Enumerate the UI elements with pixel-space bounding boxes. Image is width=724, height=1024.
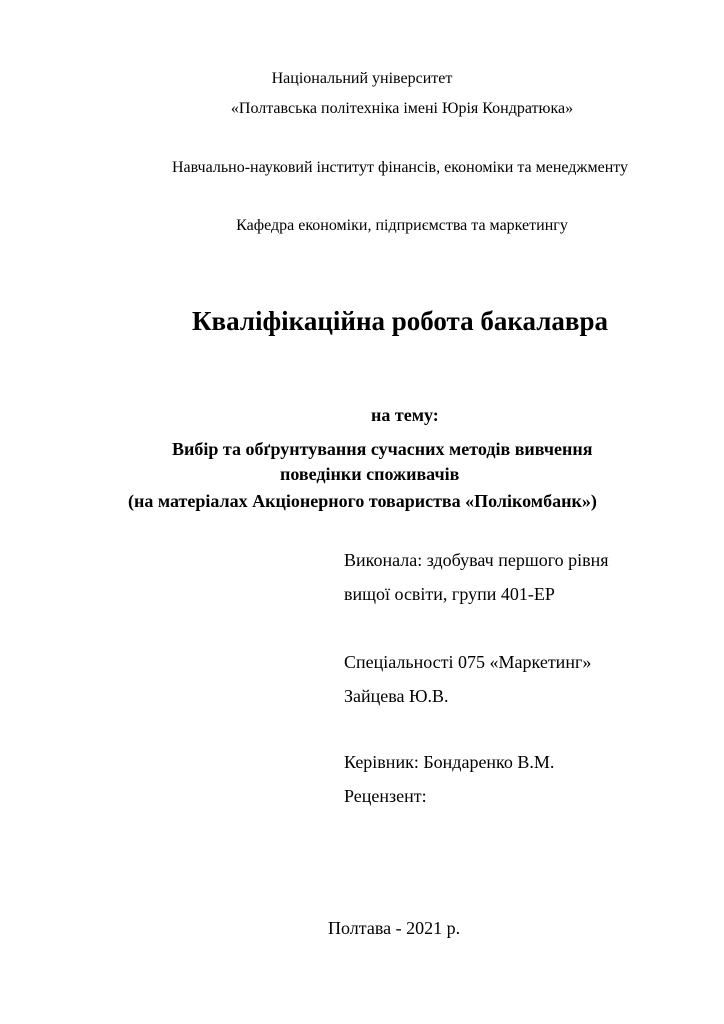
topic-line-3: (на матеріалах Акціонерного товариства «Полікомбанк») xyxy=(128,491,597,511)
university-name: Національний університет xyxy=(271,70,453,87)
author-name: Зайцева Ю.В. xyxy=(344,686,449,706)
department-name: Кафедра економіки, підприємства та маркетингу xyxy=(236,217,568,234)
specialty: Спеціальності 075 «Маркетинг» xyxy=(344,652,592,672)
topic-line-2: поведінки споживачів xyxy=(280,464,460,484)
reviewer: Рецензент: xyxy=(344,786,427,806)
document-title: Кваліфікаційна робота бакалавра xyxy=(191,306,609,336)
performed-by-line-1: Виконала: здобувач першого рівня xyxy=(344,550,609,570)
topic-line-1: Вибір та обґрунтування сучасних методів вивчення xyxy=(172,439,593,459)
university-full-name: «Полтавська політехніка імені Юрія Кондратюка» xyxy=(230,100,574,117)
institute-name: Навчально-науковий інститут фінансів, економіки та менеджменту xyxy=(171,159,629,176)
performed-by-line-2: вищої освіти, групи 401-ЕР xyxy=(344,584,555,604)
supervisor: Керівник: Бондаренко В.М. xyxy=(344,752,555,772)
city-year: Полтава - 2021 р. xyxy=(328,918,461,938)
topic-label: на тему: xyxy=(371,405,439,425)
